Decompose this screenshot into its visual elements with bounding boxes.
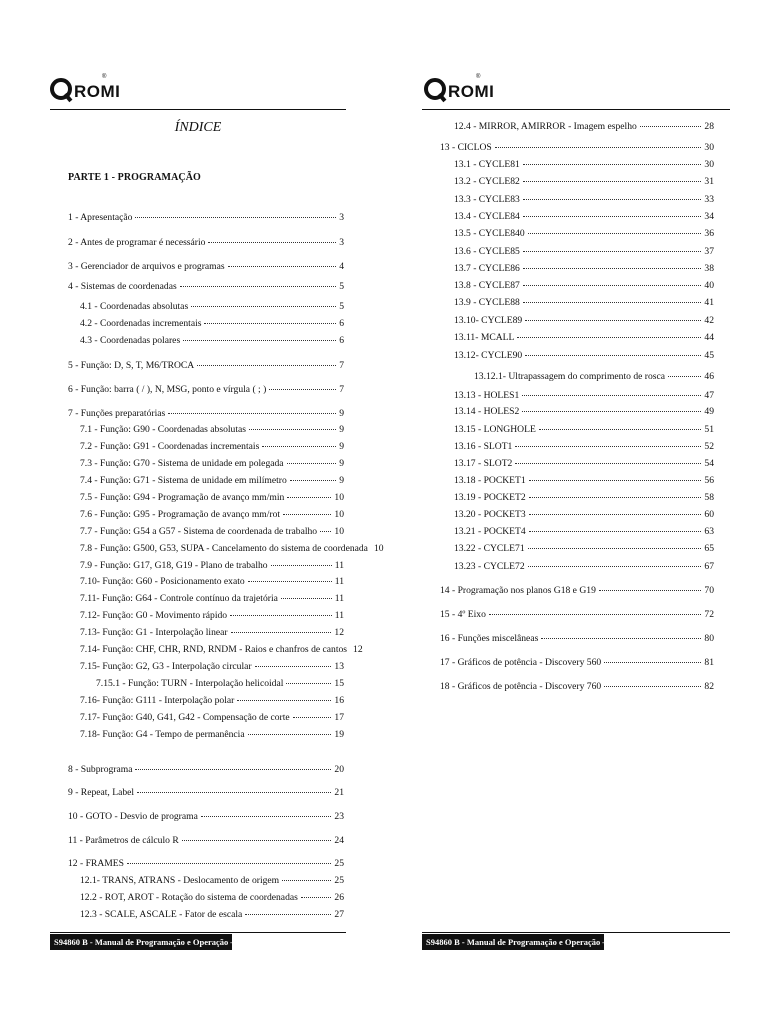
dot-leader: [287, 463, 337, 464]
dot-leader: [541, 638, 701, 639]
toc-entry-page: 58: [704, 492, 714, 503]
toc-entry: [440, 633, 714, 645]
dot-leader: [180, 286, 337, 287]
dot-leader: [293, 717, 332, 718]
toc-entry-title: 13.14 - HOLES2: [454, 406, 520, 417]
toc-entry-page: 23: [334, 811, 344, 822]
toc-entry-page: 7: [339, 360, 344, 371]
toc-entry: [440, 657, 714, 669]
toc-entry-page: 56: [704, 475, 714, 486]
toc-entry: [80, 424, 344, 436]
toc-entry-title: 10 - GOTO - Desvio de programa: [68, 811, 198, 822]
dot-leader: [262, 446, 336, 447]
toc-entry: [440, 142, 714, 154]
toc-entry-page: 10: [334, 492, 344, 503]
toc-entry-page: 9: [339, 458, 344, 469]
toc-entry: [68, 281, 344, 293]
toc-entry-title: 13.12- CYCLE90: [454, 350, 523, 361]
toc-entry-page: 5: [339, 281, 344, 292]
toc-entry: [68, 212, 344, 224]
toc-entry-title: 4 - Sistemas de coordenadas: [68, 281, 177, 292]
toc-entry-title: 13.11- MCALL: [454, 332, 515, 343]
toc-entry-page: 38: [704, 263, 714, 274]
toc-entry: [454, 350, 714, 362]
toc-entry: [80, 695, 344, 707]
dot-leader: [204, 323, 336, 324]
toc-entry-title: 13.19 - POCKET2: [454, 492, 526, 503]
dot-leader: [287, 497, 331, 498]
dot-leader: [523, 268, 702, 269]
header-rule: [422, 109, 730, 110]
dot-leader: [529, 497, 702, 498]
dot-leader: [269, 389, 336, 390]
dot-leader: [529, 531, 702, 532]
toc-entry-title: 13.12.1- Ultrapassagem do comprimento de rosca: [474, 371, 666, 382]
romi-q-icon: [424, 78, 446, 100]
toc-entry-title: 9 - Repeat, Label: [68, 787, 135, 798]
toc-entry-page: 19: [334, 729, 344, 740]
toc-entry-title: 7.4 - Função: G71 - Sistema de unidade em milímetro: [80, 475, 287, 486]
toc-entry-title: 13.21 - POCKET4: [454, 526, 526, 537]
toc-entry-page: 20: [334, 764, 344, 775]
dot-leader: [249, 429, 336, 430]
toc-entry: [68, 764, 344, 776]
toc-entry: [454, 280, 714, 292]
dot-leader: [489, 614, 702, 615]
toc-entry: [68, 787, 344, 799]
registered-mark: ®: [476, 74, 481, 80]
toc-entry: [454, 475, 714, 487]
dot-leader: [127, 863, 331, 864]
toc-entry: [440, 681, 714, 693]
toc-entry: [96, 678, 344, 690]
romi-q-icon: [50, 78, 72, 100]
toc-entry: [80, 909, 344, 921]
toc-entry-page: 46: [704, 371, 714, 382]
toc-entry-title: 13.20 - POCKET3: [454, 509, 526, 520]
toc-entry-title: 4.3 - Coordenadas polares: [80, 335, 181, 346]
toc-entry-title: 13.9 - CYCLE88: [454, 297, 520, 308]
toc-entry-page: 4: [339, 261, 344, 272]
dot-leader: [523, 216, 702, 217]
toc-entry-title: 13.23 - CYCLE72: [454, 561, 525, 572]
toc-entry-page: 30: [704, 142, 714, 153]
dot-leader: [523, 285, 702, 286]
dot-leader: [282, 880, 331, 881]
toc-entry-title: 13.4 - CYCLE84: [454, 211, 520, 222]
toc-entry: [454, 441, 714, 453]
toc-entry: [68, 811, 344, 823]
dot-leader: [248, 581, 332, 582]
toc-entry-page: 51: [704, 424, 714, 435]
dot-leader: [231, 632, 332, 633]
dot-leader: [237, 700, 331, 701]
toc-entry-page: 25: [334, 875, 344, 886]
toc-entry: [454, 458, 714, 470]
toc-entry-page: 6: [339, 318, 344, 329]
toc-entry-page: 7: [339, 384, 344, 395]
toc-entry-title: 13.18 - POCKET1: [454, 475, 526, 486]
footer-rule: [50, 932, 346, 933]
toc-entry-page: 10: [373, 543, 384, 554]
toc-entry-title: 12.4 - MIRROR, AMIRROR - Imagem espelho: [454, 121, 637, 132]
toc-entry: [454, 406, 714, 418]
toc-entry-title: 7.10- Função: G60 - Posicionamento exato: [80, 576, 245, 587]
toc-entry: [80, 644, 363, 656]
toc-entry: [68, 835, 344, 847]
toc-entry-title: 2 - Antes de programar é necessário: [68, 237, 206, 248]
toc-entry-page: 72: [704, 609, 714, 620]
brand-name: ROMI: [74, 82, 121, 101]
toc-entry-page: 21: [334, 787, 344, 798]
toc-entry: [454, 194, 714, 206]
toc-entry-page: 31: [704, 176, 714, 187]
toc-entry-title: 11 - Parâmetros de cálculo R: [68, 835, 179, 846]
toc-entry: [80, 875, 344, 887]
toc-entry-page: 45: [704, 350, 714, 361]
toc-entry: [80, 627, 344, 639]
dot-leader: [539, 429, 702, 430]
toc-entry: [454, 246, 714, 258]
toc-entry-page: 80: [704, 633, 714, 644]
toc-entry-title: 7.15- Função: G2, G3 - Interpolação circular: [80, 661, 252, 672]
toc-entry-page: 13: [334, 661, 344, 672]
toc-entry-page: 42: [704, 315, 714, 326]
dot-leader: [168, 413, 336, 414]
toc-entry-title: 5 - Função: D, S, T, M6/TROCA: [68, 360, 195, 371]
dot-leader: [529, 480, 702, 481]
toc-entry-page: 40: [704, 280, 714, 291]
toc-entry-title: 1 - Apresentação: [68, 212, 133, 223]
toc-entry-title: 18 - Gráficos de potência - Discovery 760: [440, 681, 602, 692]
toc-entry-page: 28: [704, 121, 714, 132]
dot-leader: [604, 662, 701, 663]
toc-entry: [80, 729, 344, 741]
toc-entry: [80, 593, 344, 605]
part-title: PARTE 1 - PROGRAMAÇÃO: [68, 172, 201, 183]
dot-leader: [230, 615, 332, 616]
toc-entry-title: 13.6 - CYCLE85: [454, 246, 520, 257]
toc-entry-title: 12.3 - SCALE, ASCALE - Fator de escala: [80, 909, 243, 920]
toc-entry-title: 7.16- Função: G111 - Interpolação polar: [80, 695, 235, 706]
dot-leader: [515, 446, 701, 447]
dot-leader: [135, 217, 336, 218]
toc-entry-title: 4.1 - Coordenadas absolutas: [80, 301, 189, 312]
toc-entry-page: 15: [334, 678, 344, 689]
toc-entry: [454, 228, 714, 240]
toc-entry-title: 8 - Subprograma: [68, 764, 133, 775]
toc-entry-page: 47: [704, 390, 714, 401]
toc-entry: [68, 237, 344, 249]
dot-leader: [197, 365, 336, 366]
toc-entry: [454, 561, 714, 573]
toc-entry-page: 12: [353, 644, 363, 655]
toc-entry-title: 13.22 - CYCLE71: [454, 543, 525, 554]
dot-leader: [599, 590, 702, 591]
dot-leader: [523, 302, 702, 303]
toc-entry-page: 17: [334, 712, 344, 723]
toc-entry: [80, 526, 344, 538]
brand-name: ROMI: [448, 82, 495, 101]
toc-entry: [474, 371, 714, 383]
toc-entry: [80, 576, 344, 588]
toc-entry-title: 15 - 4º Eixo: [440, 609, 486, 620]
toc-entry-page: 9: [339, 424, 344, 435]
dot-leader: [301, 897, 332, 898]
toc-entry-title: 7.2 - Função: G91 - Coordenadas incrementais: [80, 441, 260, 452]
dot-leader: [528, 233, 702, 234]
dot-leader: [320, 531, 331, 532]
toc-entry-page: 82: [704, 681, 714, 692]
toc-entry: [454, 424, 714, 436]
dot-leader: [668, 376, 701, 377]
toc-entry: [68, 384, 344, 396]
toc-entry-title: 7.17- Função: G40, G41, G42 - Compensação de corte: [80, 712, 290, 723]
dot-leader: [208, 242, 336, 243]
dot-leader: [523, 164, 702, 165]
toc-entry-page: 30: [704, 159, 714, 170]
dot-leader: [523, 181, 702, 182]
toc-entry: [80, 543, 384, 555]
dot-leader: [248, 734, 332, 735]
toc-entry: [454, 390, 714, 402]
dot-leader: [290, 480, 336, 481]
registered-mark: ®: [102, 74, 107, 80]
toc-entry-title: 7 - Funções preparatórias: [68, 408, 166, 419]
toc-entry: [80, 892, 344, 904]
toc-entry-title: 7.12- Função: G0 - Movimento rápido: [80, 610, 228, 621]
toc-entry-title: 13.13 - HOLES1: [454, 390, 520, 401]
toc-entry-title: 13.8 - CYCLE87: [454, 280, 520, 291]
dot-leader: [604, 686, 701, 687]
toc-entry: [454, 315, 714, 327]
dot-leader: [271, 565, 332, 566]
toc-entry: [68, 858, 344, 870]
toc-entry-page: 9: [339, 475, 344, 486]
toc-entry-title: 7.1 - Função: G90 - Coordenadas absolutas: [80, 424, 246, 435]
dot-leader: [137, 792, 331, 793]
toc-entry-page: 10: [334, 526, 344, 537]
toc-entry-title: 4.2 - Coordenadas incrementais: [80, 318, 202, 329]
toc-entry-page: 10: [334, 509, 344, 520]
toc-entry-title: 13.10- CYCLE89: [454, 315, 523, 326]
toc-entry-title: 13.17 - SLOT2: [454, 458, 513, 469]
toc-entry-page: 11: [334, 560, 344, 571]
toc-entry: [454, 526, 714, 538]
dot-leader: [245, 914, 331, 915]
toc-entry: [80, 335, 344, 347]
dot-leader: [495, 147, 702, 148]
dot-leader: [183, 340, 336, 341]
dot-leader: [522, 395, 701, 396]
dot-leader: [286, 683, 331, 684]
toc-entry-page: 65: [704, 543, 714, 554]
toc-entry-title: 7.9 - Função: G17, G18, G19 - Plano de trabalho: [80, 560, 268, 571]
toc-entry-page: 11: [334, 593, 344, 604]
toc-entry-page: 36: [704, 228, 714, 239]
toc-entry-page: 34: [704, 211, 714, 222]
toc-entry-page: 16: [334, 695, 344, 706]
toc-entry: [454, 159, 714, 171]
toc-entry-page: 6: [339, 335, 344, 346]
dot-leader: [228, 266, 337, 267]
header-rule: [50, 109, 346, 110]
toc-entry-title: 7.13- Função: G1 - Interpolação linear: [80, 627, 228, 638]
toc-entry: [80, 301, 344, 313]
toc-entry: [454, 211, 714, 223]
dot-leader: [528, 548, 702, 549]
toc-entry-page: 26: [334, 892, 344, 903]
toc-entry-page: 25: [334, 858, 344, 869]
toc-entry: [454, 332, 714, 344]
toc-entry-page: 9: [339, 408, 344, 419]
dot-leader: [525, 355, 701, 356]
toc-entry-title: 13.2 - CYCLE82: [454, 176, 520, 187]
toc-entry-title: 12.2 - ROT, AROT - Rotação do sistema de coordenadas: [80, 892, 298, 903]
toc-entry-title: 6 - Função: barra ( / ), N, MSG, ponto e vírgula ( ; ): [68, 384, 267, 395]
toc-entry-title: 7.14- Função: CHF, CHR, RND, RNDM - Raios e chanfros de cantos: [80, 644, 348, 655]
toc-entry: [80, 509, 344, 521]
toc-entry-title: 7.11- Função: G64 - Controle contínuo da trajetória: [80, 593, 278, 604]
footer-manual-label: S94860 B - Manual de Programação e Operação – SIEMENS 810 D: [422, 934, 604, 950]
toc-entry-title: 7.7 - Função: G54 a G57 - Sistema de coordenada de trabalho: [80, 526, 318, 537]
toc-entry-title: 7.5 - Função: G94 - Programação de avanço mm/min: [80, 492, 285, 503]
toc-entry-title: 13.15 - LONGHOLE: [454, 424, 536, 435]
toc-entry: [454, 543, 714, 555]
toc-entry-page: 60: [704, 509, 714, 520]
toc-entry: [68, 360, 344, 372]
toc-entry-title: 16 - Funções miscelâneas: [440, 633, 539, 644]
dot-leader: [255, 666, 332, 667]
dot-leader: [201, 816, 332, 817]
toc-entry: [454, 297, 714, 309]
toc-entry: [454, 121, 714, 133]
toc-entry-page: 44: [704, 332, 714, 343]
toc-entry: [80, 458, 344, 470]
toc-entry-title: 13.5 - CYCLE840: [454, 228, 525, 239]
toc-entry: [80, 560, 344, 572]
dot-leader: [523, 199, 702, 200]
toc-entry: [454, 176, 714, 188]
toc-entry-title: 7.3 - Função: G70 - Sistema de unidade em polegada: [80, 458, 284, 469]
toc-entry-title: 13 - CICLOS: [440, 142, 492, 153]
toc-entry-page: 27: [334, 909, 344, 920]
toc-entry-page: 37: [704, 246, 714, 257]
toc-entry: [440, 609, 714, 621]
dot-leader: [525, 320, 701, 321]
toc-entry-title: 12.1- TRANS, ATRANS - Deslocamento de origem: [80, 875, 280, 886]
toc-entry-title: 13.1 - CYCLE81: [454, 159, 520, 170]
toc-entry-page: 11: [334, 610, 344, 621]
dot-leader: [528, 566, 702, 567]
dot-leader: [515, 463, 701, 464]
toc-entry-title: 3 - Gerenciador de arquivos e programas: [68, 261, 225, 272]
dot-leader: [191, 306, 336, 307]
toc-entry-title: 17 - Gráficos de potência - Discovery 560: [440, 657, 602, 668]
toc-entry-page: 33: [704, 194, 714, 205]
toc-entry-page: 63: [704, 526, 714, 537]
toc-entry-page: 41: [704, 297, 714, 308]
toc-entry-page: 12: [334, 627, 344, 638]
footer-rule: [422, 932, 730, 933]
toc-entry: [454, 263, 714, 275]
toc-entry: [68, 408, 344, 420]
dot-leader: [522, 411, 701, 412]
toc-entry-page: 11: [334, 576, 344, 587]
toc-entry-page: 24: [334, 835, 344, 846]
footer-manual-label: S94860 B - Manual de Programação e Operação – SIEMENS 810 D: [50, 934, 232, 950]
dot-leader: [281, 598, 332, 599]
index-title: ÍNDICE: [174, 120, 222, 135]
toc-entry-title: 7.6 - Função: G95 - Programação de avanço mm/rot: [80, 509, 281, 520]
toc-entry-page: 9: [339, 441, 344, 452]
toc-entry-title: 14 - Programação nos planos G18 e G19: [440, 585, 596, 596]
dot-leader: [529, 514, 702, 515]
toc-entry: [80, 492, 344, 504]
toc-entry: [68, 261, 344, 273]
toc-entry-page: 67: [704, 561, 714, 572]
toc-entry: [80, 610, 344, 622]
toc-entry: [80, 475, 344, 487]
toc-entry: [80, 712, 344, 724]
toc-entry: [80, 318, 344, 330]
dot-leader: [517, 337, 701, 338]
toc-entry-title: 13.3 - CYCLE83: [454, 194, 520, 205]
dot-leader: [283, 514, 331, 515]
toc-entry: [80, 441, 344, 453]
toc-entry-title: 7.18- Função: G4 - Tempo de permanência: [80, 729, 245, 740]
toc-entry: [80, 661, 344, 673]
toc-entry-page: 52: [704, 441, 714, 452]
toc-entry-page: 5: [339, 301, 344, 312]
toc-entry: [440, 585, 714, 597]
toc-entry: [454, 509, 714, 521]
toc-entry-page: 3: [339, 212, 344, 223]
toc-entry-page: 81: [704, 657, 714, 668]
dot-leader: [523, 251, 702, 252]
toc-entry-page: 49: [704, 406, 714, 417]
toc-entry-title: 7.15.1 - Função: TURN - Interpolação helicoidal: [96, 678, 284, 689]
dot-leader: [135, 769, 331, 770]
dot-leader: [640, 126, 702, 127]
toc-entry-title: 13.16 - SLOT1: [454, 441, 513, 452]
toc-entry-title: 7.8 - Função: G500, G53, SUPA - Cancelamento do sistema de coordenada: [80, 543, 368, 554]
toc-entry-title: 13.7 - CYCLE86: [454, 263, 520, 274]
toc-entry-page: 3: [339, 237, 344, 248]
toc-entry-page: 70: [704, 585, 714, 596]
toc-entry: [454, 492, 714, 504]
toc-entry-page: 54: [704, 458, 714, 469]
toc-entry-title: 12 - FRAMES: [68, 858, 124, 869]
dot-leader: [182, 840, 332, 841]
